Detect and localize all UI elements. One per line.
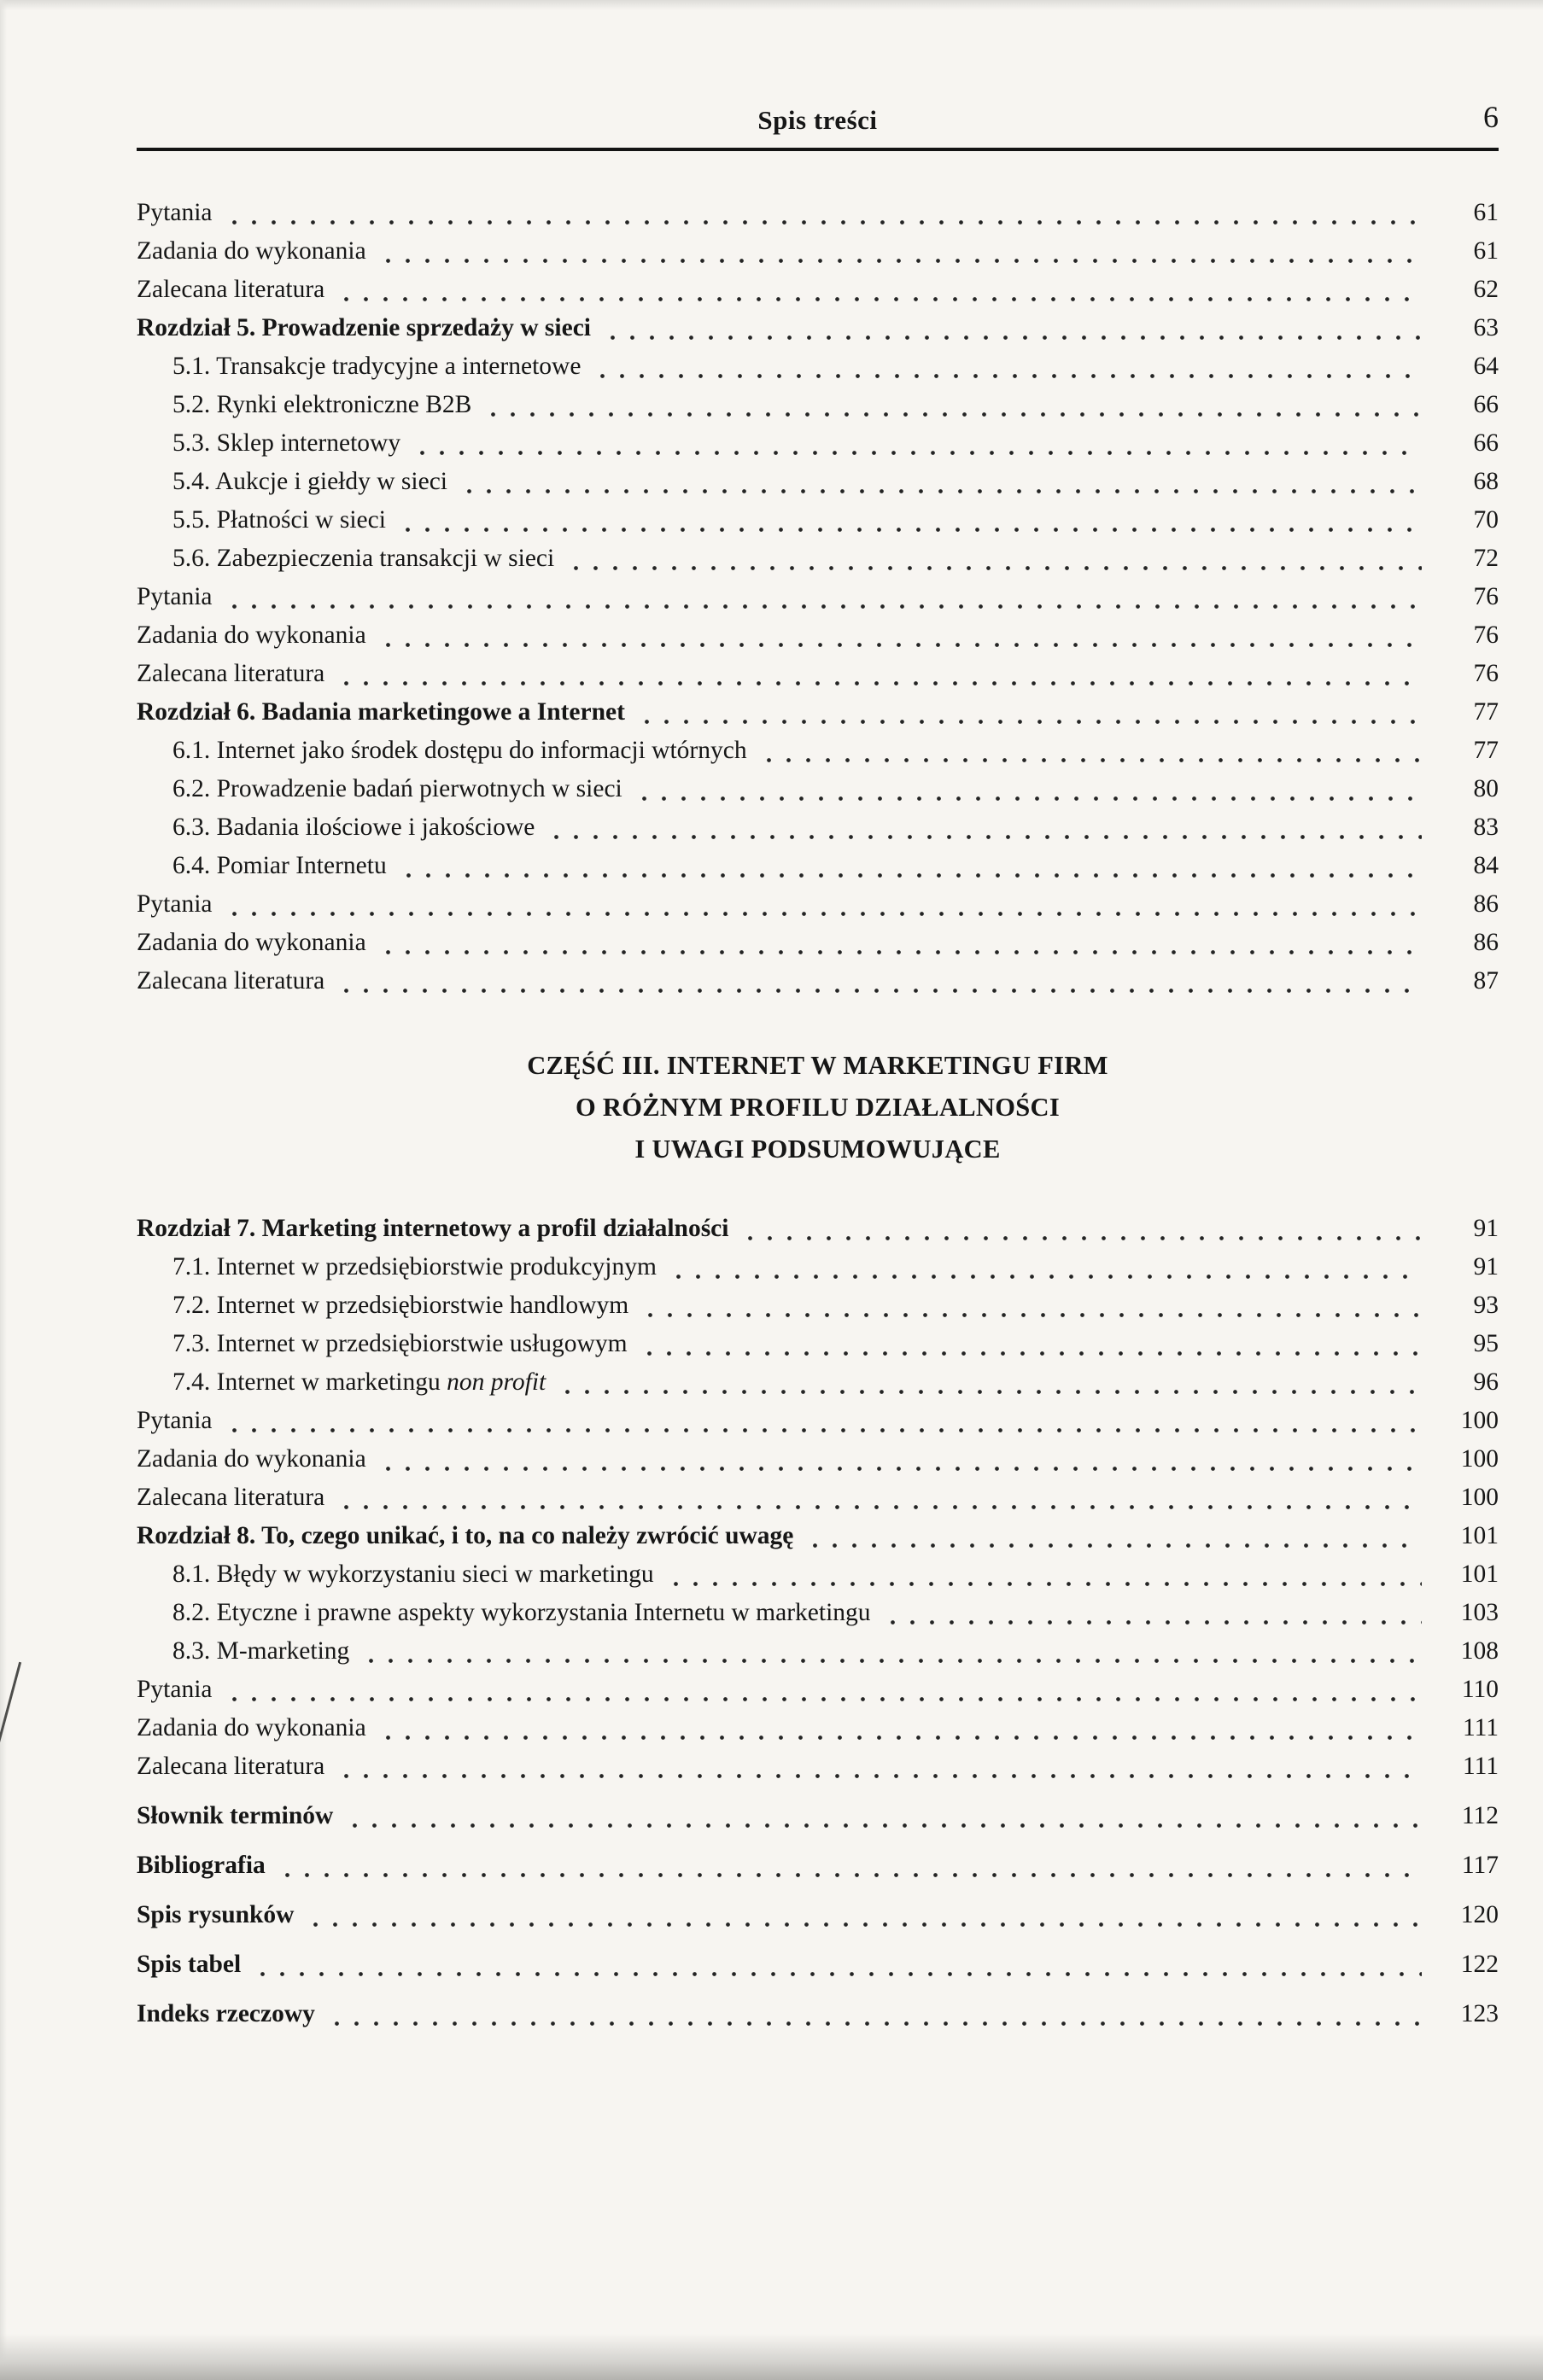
toc-leader-dots — [278, 1846, 1422, 1885]
toc-entry-label: 5.5. Płatności w sieci — [172, 506, 386, 534]
toc-entry-page: 68 — [1473, 468, 1499, 495]
toc-entry-label: Pytania — [137, 1407, 213, 1434]
toc-leader-dots — [759, 732, 1422, 770]
toc-entry-page: 91 — [1473, 1253, 1499, 1280]
toc-entry-label: 8.2. Etyczne i prawne aspekty wykorzystania Internetu w marketingu — [172, 1599, 871, 1626]
part-heading-line: I UWAGI PODSUMOWUJĄCE — [634, 1135, 1001, 1164]
toc-entry — [137, 347, 1499, 386]
scan-edge-left — [0, 0, 7, 2380]
toc-leader-dots — [546, 808, 1422, 847]
toc-entry-label: Indeks rzeczowy — [137, 2000, 315, 2027]
toc-entry-page: 77 — [1473, 698, 1499, 726]
toc-leader-dots — [483, 386, 1422, 424]
toc-entry — [137, 1517, 1499, 1555]
toc-entry-page: 100 — [1460, 1445, 1499, 1473]
toc-entry-label: Rozdział 5. Prowadzenie sprzedaży w sieci — [137, 314, 591, 341]
toc-leader-dots — [399, 847, 1422, 885]
toc-entry — [137, 655, 1499, 693]
toc-leader-dots — [225, 1671, 1423, 1709]
toc-entry — [137, 271, 1499, 309]
toc-entry-page: 76 — [1473, 621, 1499, 649]
toc-entry — [137, 1248, 1499, 1286]
toc-entry-label: Zadania do wykonania — [137, 621, 366, 649]
toc-entry — [137, 924, 1499, 962]
toc-leader-dots — [378, 924, 1422, 962]
toc-entry-page: 80 — [1473, 775, 1499, 802]
toc-entry — [137, 424, 1499, 463]
toc-entry-label: Pytania — [137, 199, 213, 226]
page-header — [0, 0, 1543, 151]
toc-entry-page: 117 — [1461, 1852, 1499, 1879]
toc-entry-label: Pytania — [137, 583, 213, 610]
toc-leader-dots — [412, 424, 1422, 463]
toc-entry-label: 8.1. Błędy w wykorzystaniu sieci w marketingu — [172, 1560, 654, 1588]
toc-entry-label: Zalecana literatura — [137, 967, 325, 995]
toc-entry-label: 7.2. Internet w przedsiębiorstwie handlowym — [172, 1292, 629, 1319]
toc-entry-label: Rozdział 8. To, czego unikać, i to, na co należy zwrócić uwagę — [137, 1522, 794, 1549]
toc-entry — [137, 540, 1499, 578]
toc-leader-dots — [593, 347, 1422, 386]
toc-leader-dots — [740, 1210, 1422, 1248]
toc-entry — [137, 847, 1499, 885]
toc-entry-label: Spis rysunków — [137, 1901, 295, 1928]
toc-entry-page: 91 — [1473, 1215, 1499, 1242]
toc-entry — [137, 1846, 1499, 1885]
toc-entry — [137, 1402, 1499, 1440]
toc-entry-page: 96 — [1473, 1368, 1499, 1396]
toc-entry-page: 103 — [1460, 1599, 1499, 1626]
toc-entry-page: 101 — [1460, 1560, 1499, 1588]
toc-entry-page: 77 — [1473, 737, 1499, 764]
toc-entry-label: Pytania — [137, 1676, 213, 1703]
toc-entry-label: 5.2. Rynki elektroniczne B2B — [172, 391, 472, 418]
toc-entry-label: Rozdział 7. Marketing internetowy a profil działalności — [137, 1215, 729, 1242]
toc-entry-label: Zadania do wykonania — [137, 237, 366, 265]
toc-entry — [137, 1671, 1499, 1709]
toc-leader-dots — [805, 1517, 1422, 1555]
toc-entry-page: 110 — [1461, 1676, 1499, 1703]
toc-entry-label: 7.3. Internet w przedsiębiorstwie usługowym — [172, 1330, 628, 1357]
toc-leader-dots — [558, 1363, 1422, 1402]
toc-leader-dots — [225, 1402, 1423, 1440]
toc-leader-dots — [361, 1632, 1422, 1671]
toc-entry — [137, 194, 1499, 232]
toc-section-top — [137, 194, 1499, 1000]
toc-entry-page: 86 — [1473, 929, 1499, 956]
toc-entry-label: Zalecana literatura — [137, 660, 325, 687]
toc-leader-dots — [253, 1945, 1422, 1984]
toc-entry-label: Zadania do wykonania — [137, 929, 366, 956]
toc-entry-label: Zalecana literatura — [137, 1753, 325, 1780]
toc-leader-dots — [225, 194, 1423, 232]
toc-leader-dots — [378, 232, 1422, 271]
toc-leader-dots — [640, 1325, 1422, 1363]
toc-entry-label: Zadania do wykonania — [137, 1714, 366, 1741]
toc-entry-page: 84 — [1473, 852, 1499, 879]
scan-edge-top — [0, 0, 1543, 10]
toc-leader-dots — [336, 1747, 1422, 1786]
toc-entry — [137, 885, 1499, 924]
toc-entry-page: 123 — [1460, 2000, 1499, 2027]
toc-leader-dots — [669, 1248, 1422, 1286]
toc-leader-dots — [883, 1594, 1422, 1632]
toc-entry — [137, 1896, 1499, 1934]
toc-entry-page: 70 — [1473, 506, 1499, 534]
toc-entry-page: 66 — [1473, 429, 1499, 457]
toc-leader-dots — [225, 578, 1423, 616]
toc-entry-label: 6.1. Internet jako środek dostępu do informacji wtórnych — [172, 737, 747, 764]
toc-entry-label: 7.4. Internet w marketingu non profit — [172, 1368, 546, 1396]
toc-entry-page: 63 — [1473, 314, 1499, 341]
toc-entry — [137, 732, 1499, 770]
table-of-contents — [0, 194, 1543, 2033]
toc-entry-page: 111 — [1462, 1753, 1499, 1780]
toc-entry — [137, 1797, 1499, 1835]
toc-entry — [137, 501, 1499, 540]
toc-entry-page: 83 — [1473, 814, 1499, 841]
toc-entry-page: 76 — [1473, 660, 1499, 687]
header-rule — [137, 148, 1499, 151]
toc-entry — [137, 1555, 1499, 1594]
toc-entry — [137, 1594, 1499, 1632]
toc-leader-dots — [336, 655, 1422, 693]
toc-entry-label: 6.2. Prowadzenie badań pierwotnych w sieci — [172, 775, 622, 802]
toc-leader-dots — [336, 962, 1422, 1000]
toc-entry-label: Zalecana literatura — [137, 276, 325, 303]
toc-leader-dots — [336, 271, 1422, 309]
toc-entry-page: 122 — [1460, 1951, 1499, 1978]
toc-entry-label: 5.3. Sklep internetowy — [172, 429, 401, 457]
toc-leader-dots — [336, 1479, 1422, 1517]
toc-entry-page: 100 — [1460, 1407, 1499, 1434]
toc-entry — [137, 1632, 1499, 1671]
toc-entry-label: Słownik terminów — [137, 1802, 334, 1829]
toc-entry — [137, 1945, 1499, 1984]
toc-entry-page: 66 — [1473, 391, 1499, 418]
toc-entry-label: Bibliografia — [137, 1852, 266, 1879]
toc-entry — [137, 808, 1499, 847]
part-heading-line: CZĘŚĆ III. INTERNET W MARKETINGU FIRM — [527, 1051, 1108, 1080]
toc-section-bottom — [137, 1210, 1499, 2033]
toc-entry-label-italic: non profit — [447, 1368, 546, 1396]
page-header-row — [137, 101, 1499, 140]
toc-entry-page: 76 — [1473, 583, 1499, 610]
toc-entry — [137, 1210, 1499, 1248]
toc-entry-page: 62 — [1473, 276, 1499, 303]
toc-entry — [137, 1995, 1499, 2033]
toc-entry — [137, 232, 1499, 271]
toc-entry-label: Pytania — [137, 890, 213, 918]
toc-leader-dots — [666, 1555, 1422, 1594]
toc-leader-dots — [345, 1797, 1422, 1835]
toc-entry-page: 100 — [1460, 1484, 1499, 1511]
toc-entry — [137, 962, 1499, 1000]
toc-entry-page: 111 — [1462, 1714, 1499, 1741]
toc-entry-page: 93 — [1473, 1292, 1499, 1319]
toc-leader-dots — [225, 885, 1423, 924]
toc-entry — [137, 1747, 1499, 1786]
toc-entry-label: 7.1. Internet w przedsiębiorstwie produkcyjnym — [172, 1253, 657, 1280]
toc-leader-dots — [327, 1995, 1422, 2033]
toc-entry — [137, 1286, 1499, 1325]
toc-entry-label: Zalecana literatura — [137, 1484, 325, 1511]
toc-entry — [137, 463, 1499, 501]
toc-entry-label: 5.6. Zabezpieczenia transakcji w sieci — [172, 545, 555, 572]
part-heading — [137, 1045, 1499, 1170]
toc-entry — [137, 386, 1499, 424]
toc-leader-dots — [378, 1440, 1422, 1479]
toc-leader-dots — [306, 1896, 1422, 1934]
toc-entry — [137, 578, 1499, 616]
toc-leader-dots — [378, 1709, 1422, 1747]
toc-leader-dots — [634, 770, 1422, 808]
toc-entry — [137, 616, 1499, 655]
toc-entry-page: 64 — [1473, 353, 1499, 380]
toc-entry — [137, 1325, 1499, 1363]
part-heading-line: O RÓŻNYM PROFILU DZIAŁALNOŚCI — [575, 1093, 1061, 1122]
toc-entry-page: 87 — [1473, 967, 1499, 995]
toc-entry — [137, 693, 1499, 732]
toc-entry-page: 112 — [1461, 1802, 1499, 1829]
toc-leader-dots — [603, 309, 1422, 347]
toc-leader-dots — [637, 693, 1422, 732]
toc-entry-page: 86 — [1473, 890, 1499, 918]
toc-entry — [137, 1479, 1499, 1517]
toc-leader-dots — [378, 616, 1422, 655]
toc-entry-label: Spis tabel — [137, 1951, 242, 1978]
toc-entry-page: 120 — [1460, 1901, 1499, 1928]
toc-entry-label: 6.3. Badania ilościowe i jakościowe — [172, 814, 535, 841]
toc-entry — [137, 1709, 1499, 1747]
toc-entry-page: 108 — [1460, 1637, 1499, 1665]
scan-edge-bottom — [0, 2334, 1543, 2380]
toc-entry-page: 61 — [1473, 199, 1499, 226]
toc-entry-label: 5.1. Transakcje tradycyjne a internetowe — [172, 353, 582, 380]
toc-entry-label: Zadania do wykonania — [137, 1445, 366, 1473]
toc-entry-label: 6.4. Pomiar Internetu — [172, 852, 387, 879]
toc-leader-dots — [566, 540, 1422, 578]
toc-leader-dots — [640, 1286, 1422, 1325]
toc-entry — [137, 1440, 1499, 1479]
toc-entry — [137, 1363, 1499, 1402]
toc-entry — [137, 770, 1499, 808]
toc-leader-dots — [398, 501, 1422, 540]
toc-entry-page: 72 — [1473, 545, 1499, 572]
toc-entry-label: Rozdział 6. Badania marketingowe a Internet — [137, 698, 625, 726]
toc-entry — [137, 309, 1499, 347]
toc-entry-label: 8.3. M-marketing — [172, 1637, 350, 1665]
toc-entry-page: 61 — [1473, 237, 1499, 265]
header-page-number: 6 — [1483, 100, 1499, 134]
toc-leader-dots — [459, 463, 1422, 501]
toc-entry-page: 101 — [1460, 1522, 1499, 1549]
toc-entry-page: 95 — [1473, 1330, 1499, 1357]
toc-entry-label: 5.4. Aukcje i giełdy w sieci — [172, 468, 447, 495]
header-title: Spis treści — [757, 105, 878, 135]
